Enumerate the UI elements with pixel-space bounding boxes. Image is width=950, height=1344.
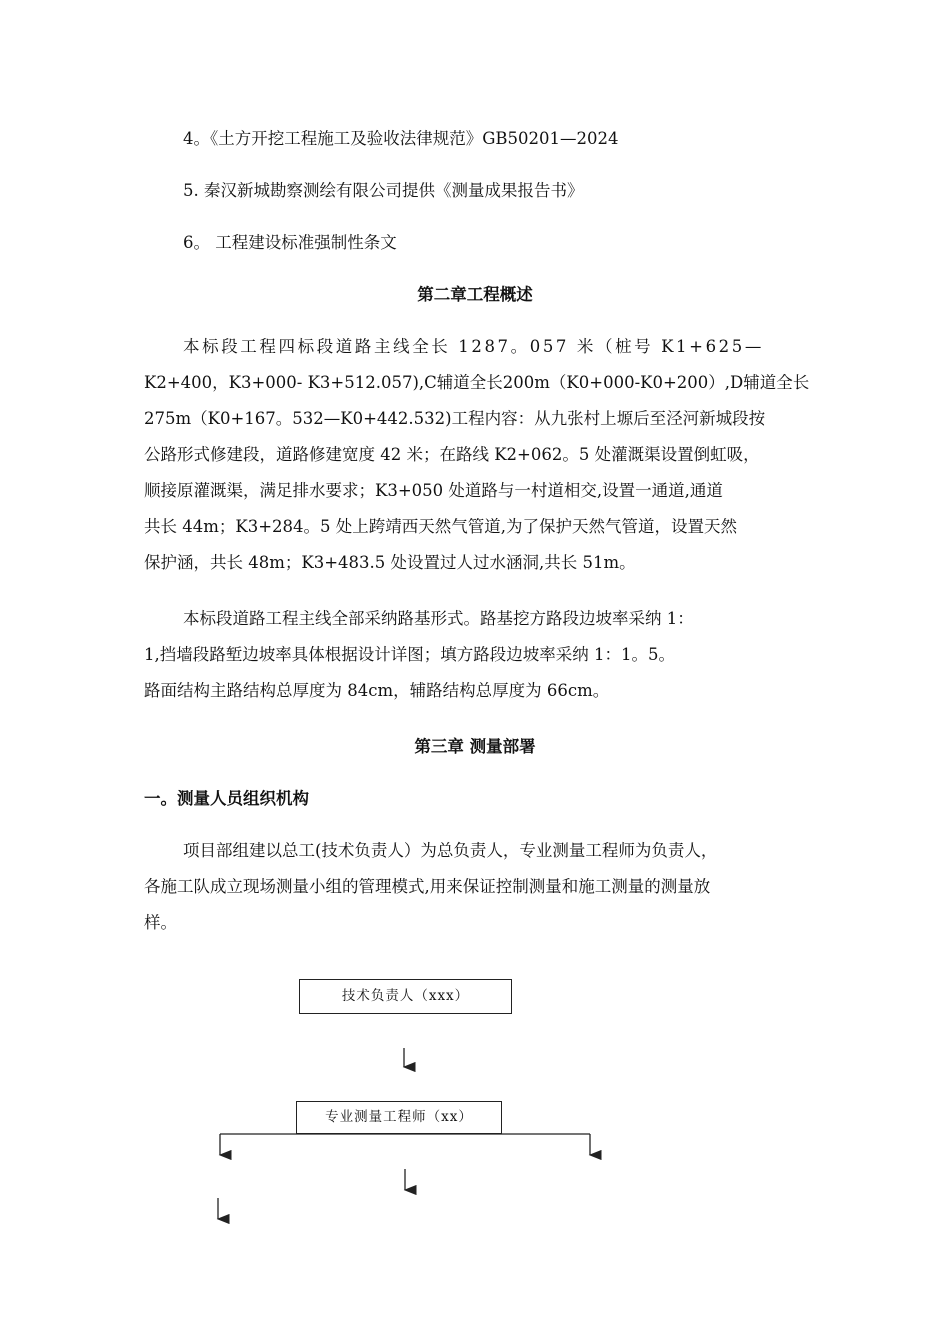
paragraph-line: 本标段道路工程主线全部采纳路基形式。路基挖方路段边坡率采纳 1： (183, 609, 694, 628)
paragraph-line: 各施工队成立现场测量小组的管理模式,用来保证控制测量和施工测量的测量放 (144, 877, 711, 896)
technical-lead-box: 技术负责人（xxx） (299, 979, 512, 1014)
paragraph-line: 1,挡墙段路堑边坡率具体根据设计详图；填方路段边坡率采纳 1：1。5。 (144, 645, 675, 664)
chapter3-title: 第三章 测量部署 (414, 737, 536, 756)
reference-item-5: 5. 秦汉新城勘察测绘有限公司提供《测量成果报告书》 (183, 181, 584, 200)
paragraph-line: K2+400，K3+000- K3+512.057),C辅道全长200m（K0+000-K0+200）,D辅道全长 (144, 373, 810, 392)
paragraph-line: 保护涵，共长 48m；K3+483.5 处设置过人过水涵洞,共长 51m。 (144, 553, 636, 572)
paragraph-line: 顺接原灌溉渠，满足排水要求；K3+050 处道路与一村道相交,设置一通道,通道 (144, 481, 723, 500)
paragraph-line: 路面结构主路结构总厚度为 84cm，辅路结构总厚度为 66cm。 (144, 681, 610, 700)
reference-item-6: 6。 工程建设标准强制性条文 (183, 233, 397, 252)
paragraph-line: 项目部组建以总工(技术负责人）为总负责人，专业测量工程师为负责人， (183, 841, 718, 860)
paragraph-line: 样。 (144, 913, 177, 932)
reference-item-4: 4。《土方开挖工程施工及验收法律规范》GB50201—2024 (183, 129, 619, 148)
survey-engineer-box: 专业测量工程师（xx） (296, 1101, 502, 1134)
section-heading: 一。测量人员组织机构 (144, 789, 309, 808)
paragraph-line: 公路形式修建段，道路修建宽度 42 米；在路线 K2+062。5 处灌溉渠设置倒虹吸， (144, 445, 760, 464)
paragraph-line: 275m（K0+167。532—K0+442.532)工程内容：从九张村上塬后至泾河新城段按 (144, 409, 766, 428)
chapter2-title: 第二章工程概述 (417, 285, 533, 304)
paragraph-line: 本标段工程四标段道路主线全长 1287。057 米（桩号 K1+625— (183, 337, 764, 356)
paragraph-line: 共长 44m；K3+284。5 处上跨靖西天然气管道,为了保护天然气管道，设置天然 (144, 517, 738, 536)
